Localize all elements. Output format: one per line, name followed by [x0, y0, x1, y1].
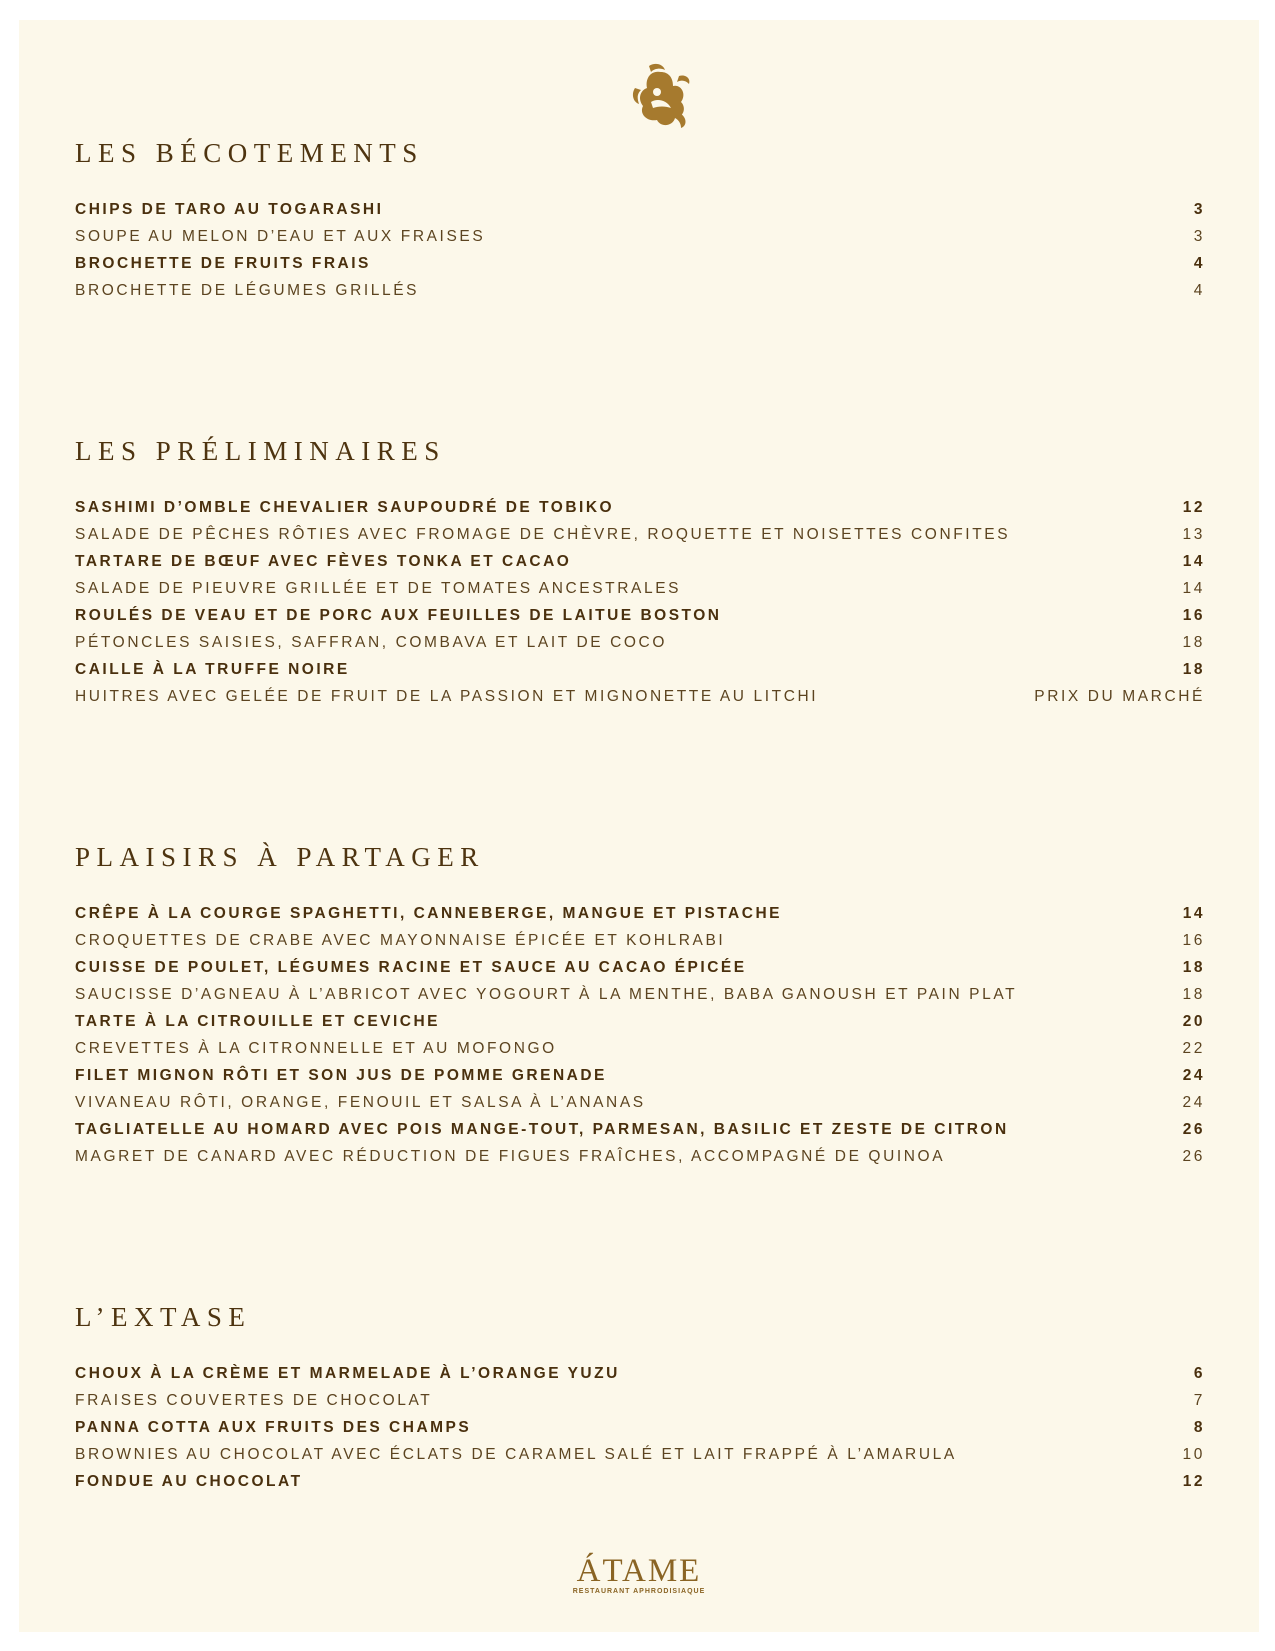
item-name: SOUPE AU MELON D’EAU ET AUX FRAISES	[75, 227, 486, 245]
section-list-plaisirs-a-partager	[75, 900, 1205, 1170]
menu-item	[75, 1468, 1205, 1495]
menu-item	[75, 575, 1205, 602]
item-price: 18	[1182, 985, 1205, 1003]
menu-item	[75, 1116, 1205, 1143]
menu-item	[75, 223, 1205, 250]
item-price: 26	[1182, 1147, 1205, 1165]
item-name: TAGLIATELLE AU HOMARD AVEC POIS MANGE-TOUT, PARMESAN, BASILIC ET ZESTE DE CITRON	[75, 1120, 1009, 1138]
item-price: 7	[1193, 1391, 1205, 1409]
menu-item	[75, 602, 1205, 629]
item-price: 14	[1182, 552, 1205, 570]
section-list-becotements	[75, 196, 1205, 304]
item-price: 4	[1193, 254, 1205, 272]
item-price: 18	[1182, 958, 1205, 976]
item-name: VIVANEAU RÔTI, ORANGE, FENOUIL ET SALSA À L’ANANAS	[75, 1093, 646, 1111]
item-name: BROWNIES AU CHOCOLAT AVEC ÉCLATS DE CARAMEL SALÉ ET LAIT FRAPPÉ À L’AMARULA	[75, 1445, 957, 1463]
item-name: SASHIMI D’OMBLE CHEVALIER SAUPOUDRÉ DE TOBIKO	[75, 498, 615, 516]
menu-page	[19, 20, 1259, 1632]
menu-item	[75, 1008, 1205, 1035]
menu-item	[75, 900, 1205, 927]
item-price: 3	[1193, 227, 1205, 245]
menu-item	[75, 981, 1205, 1008]
item-name: SAUCISSE D’AGNEAU À L’ABRICOT AVEC YOGOURT À LA MENTHE, BABA GANOUSH ET PAIN PLAT	[75, 985, 1018, 1003]
section-list-preliminaires	[75, 494, 1205, 710]
item-name: BROCHETTE DE LÉGUMES GRILLÉS	[75, 281, 420, 299]
menu-item	[75, 656, 1205, 683]
item-name: BROCHETTE DE FRUITS FRAIS	[75, 254, 371, 272]
item-name: FILET MIGNON RÔTI ET SON JUS DE POMME GRENADE	[75, 1066, 607, 1084]
item-name: CUISSE DE POULET, LÉGUMES RACINE ET SAUCE AU CACAO ÉPICÉE	[75, 958, 747, 976]
item-name: PÉTONCLES SAISIES, SAFFRAN, COMBAVA ET LAIT DE COCO	[75, 633, 667, 651]
item-price: 8	[1193, 1418, 1205, 1436]
item-name: PANNA COTTA AUX FRUITS DES CHAMPS	[75, 1418, 472, 1436]
item-name: ROULÉS DE VEAU ET DE PORC AUX FEUILLES DE LAITUE BOSTON	[75, 606, 722, 624]
item-name: FRAISES COUVERTES DE CHOCOLAT	[75, 1391, 433, 1409]
item-name: HUITRES AVEC GELÉE DE FRUIT DE LA PASSION ET MIGNONETTE AU LITCHI	[75, 687, 819, 705]
menu-item	[75, 1441, 1205, 1468]
item-name: CAILLE À LA TRUFFE NOIRE	[75, 660, 350, 678]
brand-name: ÁTAME	[576, 1553, 702, 1589]
item-price: 24	[1182, 1066, 1205, 1084]
section-title-plaisirs-a-partager: PLAISIRS À PARTAGER	[75, 842, 485, 872]
menu-item	[75, 629, 1205, 656]
section-title-preliminaires: LES PRÉLIMINAIRES	[75, 436, 446, 466]
menu-item	[75, 521, 1205, 548]
item-name: TARTARE DE BŒUF AVEC FÈVES TONKA ET CACAO	[75, 552, 572, 570]
menu-item	[75, 1035, 1205, 1062]
item-price: 12	[1182, 498, 1205, 516]
item-price: 18	[1182, 660, 1205, 678]
item-price: 14	[1182, 579, 1205, 597]
menu-item	[75, 954, 1205, 981]
section-title-becotements: LES BÉCOTEMENTS	[75, 138, 424, 168]
item-price: 26	[1182, 1120, 1205, 1138]
menu-item	[75, 196, 1205, 223]
brand-footer	[19, 1554, 1259, 1595]
menu-item	[75, 1414, 1205, 1441]
menu-item	[75, 1360, 1205, 1387]
menu-item	[75, 277, 1205, 304]
item-price: 16	[1182, 931, 1205, 949]
item-name: MAGRET DE CANARD AVEC RÉDUCTION DE FIGUES FRAÎCHES, ACCOMPAGNÉ DE QUINOA	[75, 1147, 946, 1165]
brand-tagline: RESTAURANT APHRODISIAQUE	[572, 1588, 706, 1595]
menu-item	[75, 1143, 1205, 1170]
item-price: 18	[1182, 633, 1205, 651]
menu-item	[75, 250, 1205, 277]
item-price: 13	[1182, 525, 1205, 543]
item-price: 16	[1182, 606, 1205, 624]
item-name: CRÊPE À LA COURGE SPAGHETTI, CANNEBERGE, MANGUE ET PISTACHE	[75, 904, 782, 922]
menu-item	[75, 1089, 1205, 1116]
menu-item	[75, 927, 1205, 954]
item-price: 14	[1182, 904, 1205, 922]
menu-item	[75, 494, 1205, 521]
item-name: CREVETTES À LA CITRONNELLE ET AU MOFONGO	[75, 1039, 557, 1057]
item-name: CROQUETTES DE CRABE AVEC MAYONNAISE ÉPICÉE ET KOHLRABI	[75, 931, 726, 949]
menu-item	[75, 683, 1205, 710]
item-price: 24	[1182, 1093, 1205, 1111]
decorative-emblem-icon	[621, 58, 701, 138]
item-name: CHIPS DE TARO AU TOGARASHI	[75, 200, 384, 218]
item-price: PRIX DU MARCHÉ	[1034, 687, 1205, 705]
item-name: SALADE DE PIEUVRE GRILLÉE ET DE TOMATES ANCESTRALES	[75, 579, 682, 597]
item-price: 10	[1182, 1445, 1205, 1463]
item-price: 3	[1193, 200, 1205, 218]
item-name: TARTE À LA CITROUILLE ET CEVICHE	[75, 1012, 441, 1030]
menu-item	[75, 1387, 1205, 1414]
item-name: CHOUX À LA CRÈME ET MARMELADE À L’ORANGE YUZU	[75, 1364, 620, 1382]
item-price: 22	[1182, 1039, 1205, 1057]
item-price: 6	[1193, 1364, 1205, 1382]
item-price: 4	[1193, 281, 1205, 299]
section-list-extase	[75, 1360, 1205, 1495]
item-name: SALADE DE PÊCHES RÔTIES AVEC FROMAGE DE CHÈVRE, ROQUETTE ET NOISETTES CONFITES	[75, 525, 1011, 543]
menu-item	[75, 548, 1205, 575]
item-price: 12	[1182, 1472, 1205, 1490]
section-title-extase: L’EXTASE	[75, 1302, 252, 1332]
item-price: 20	[1182, 1012, 1205, 1030]
item-name: FONDUE AU CHOCOLAT	[75, 1472, 303, 1490]
menu-item	[75, 1062, 1205, 1089]
